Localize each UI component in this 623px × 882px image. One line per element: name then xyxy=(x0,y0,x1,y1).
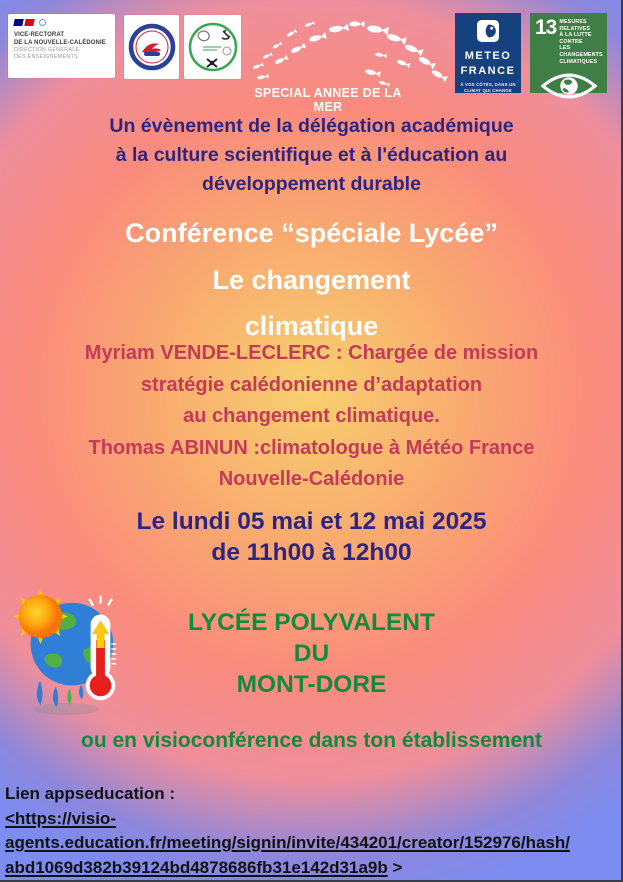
sdg13-title-line1: MESURES RELATIVES xyxy=(559,19,591,32)
meteo-name-line2: FRANCE xyxy=(460,65,516,77)
schedule-line1: Le lundi 05 mai et 12 mai 2025 xyxy=(136,508,487,535)
meteo-tagline-line1: À VOS CÔTÉS, DANS UN xyxy=(460,82,516,87)
venue-line1: LYCÉE POLYVALENT xyxy=(188,609,435,636)
partner-logo-bird-seal xyxy=(124,15,179,79)
sdg13-eye-globe-icon xyxy=(540,71,598,101)
meeting-link-url-line1[interactable]: <https://visio- xyxy=(5,808,116,828)
visio-option-text: ou en visioconférence dans ton établissement xyxy=(81,729,542,752)
venue-text xyxy=(0,607,623,700)
meeting-link-suffix: > xyxy=(387,857,403,877)
speaker1-line2: stratégie calédonienne d’adaptation xyxy=(140,373,483,396)
meteo-tagline-line2: CLIMAT QUI CHANGE xyxy=(464,87,512,93)
intro-line1: Un évènement de la délégation académique xyxy=(109,115,514,137)
partner-logo-science-delegation xyxy=(184,15,241,79)
speaker1-line1: Myriam VENDE-LECLERC : Chargée de mission xyxy=(84,342,539,364)
sdg13-title-line3: LES CHANGEMENTS xyxy=(559,45,603,58)
meeting-link-block xyxy=(5,782,623,880)
meeting-link-url-line3[interactable]: abd1069d382b39124bd4878686fb31e142d31a9b xyxy=(5,857,388,877)
conference-title-line2: Le changement xyxy=(212,264,411,295)
schedule-line2: de 11h00 à 12h00 xyxy=(211,539,412,566)
rectorat-name-line1: VICE-RECTORAT xyxy=(14,32,65,38)
rectorat-sub-line2: DES ENSEIGNEMENTS xyxy=(14,54,78,60)
rectorat-sub-line1: DIRECTION GÉNÉRALE xyxy=(14,47,80,53)
science-delegation-icon xyxy=(187,21,239,73)
venue-line3: MONT-DORE xyxy=(236,671,387,698)
speaker2-line2: Nouvelle-Calédonie xyxy=(218,468,405,490)
intro-line3: développement durable xyxy=(202,173,421,195)
fish-school-arc-icon xyxy=(247,16,457,88)
speaker2-line1: Thomas ABINUN :climatologue à Météo France xyxy=(88,436,535,459)
logo-meteo-france xyxy=(455,13,521,93)
venue-line2: DU xyxy=(293,640,330,667)
speaker1-line3: au changement climatique. xyxy=(183,405,440,427)
sdg13-number: 13 xyxy=(535,16,557,39)
meteo-name-line1: METEO xyxy=(464,50,512,62)
sdg13-title-line2: À LA LUTTE CONTRE xyxy=(559,32,592,45)
french-flag-icon xyxy=(14,19,111,29)
speakers-text xyxy=(0,338,623,496)
bird-seal-icon xyxy=(128,23,176,71)
sdg13-title-line4: CLIMATIQUES xyxy=(559,58,598,65)
meeting-link-label: Lien appseducation : xyxy=(5,784,176,803)
schedule-text xyxy=(0,506,623,568)
conference-title xyxy=(0,210,623,350)
special-year-banner: SPECIAL ANNEE DE LA MER xyxy=(254,86,402,114)
intro-line2: à la culture scientifique et à l'éducation au xyxy=(115,144,508,166)
conference-title-line3: climatique xyxy=(244,311,379,341)
rectorat-name-line2: DE LA NOUVELLE-CALÉDONIE xyxy=(14,39,106,46)
meteo-france-icon xyxy=(477,20,499,42)
intro-text xyxy=(0,112,623,199)
logo-sdg13 xyxy=(530,13,607,93)
conference-title-line1: Conférence “spéciale Lycée” xyxy=(125,218,498,248)
meeting-link-url-line2[interactable]: agents.education.fr/meeting/signin/invite/434201/creator/152976/hash/ xyxy=(5,833,570,852)
logo-vice-rectorat xyxy=(8,14,115,78)
